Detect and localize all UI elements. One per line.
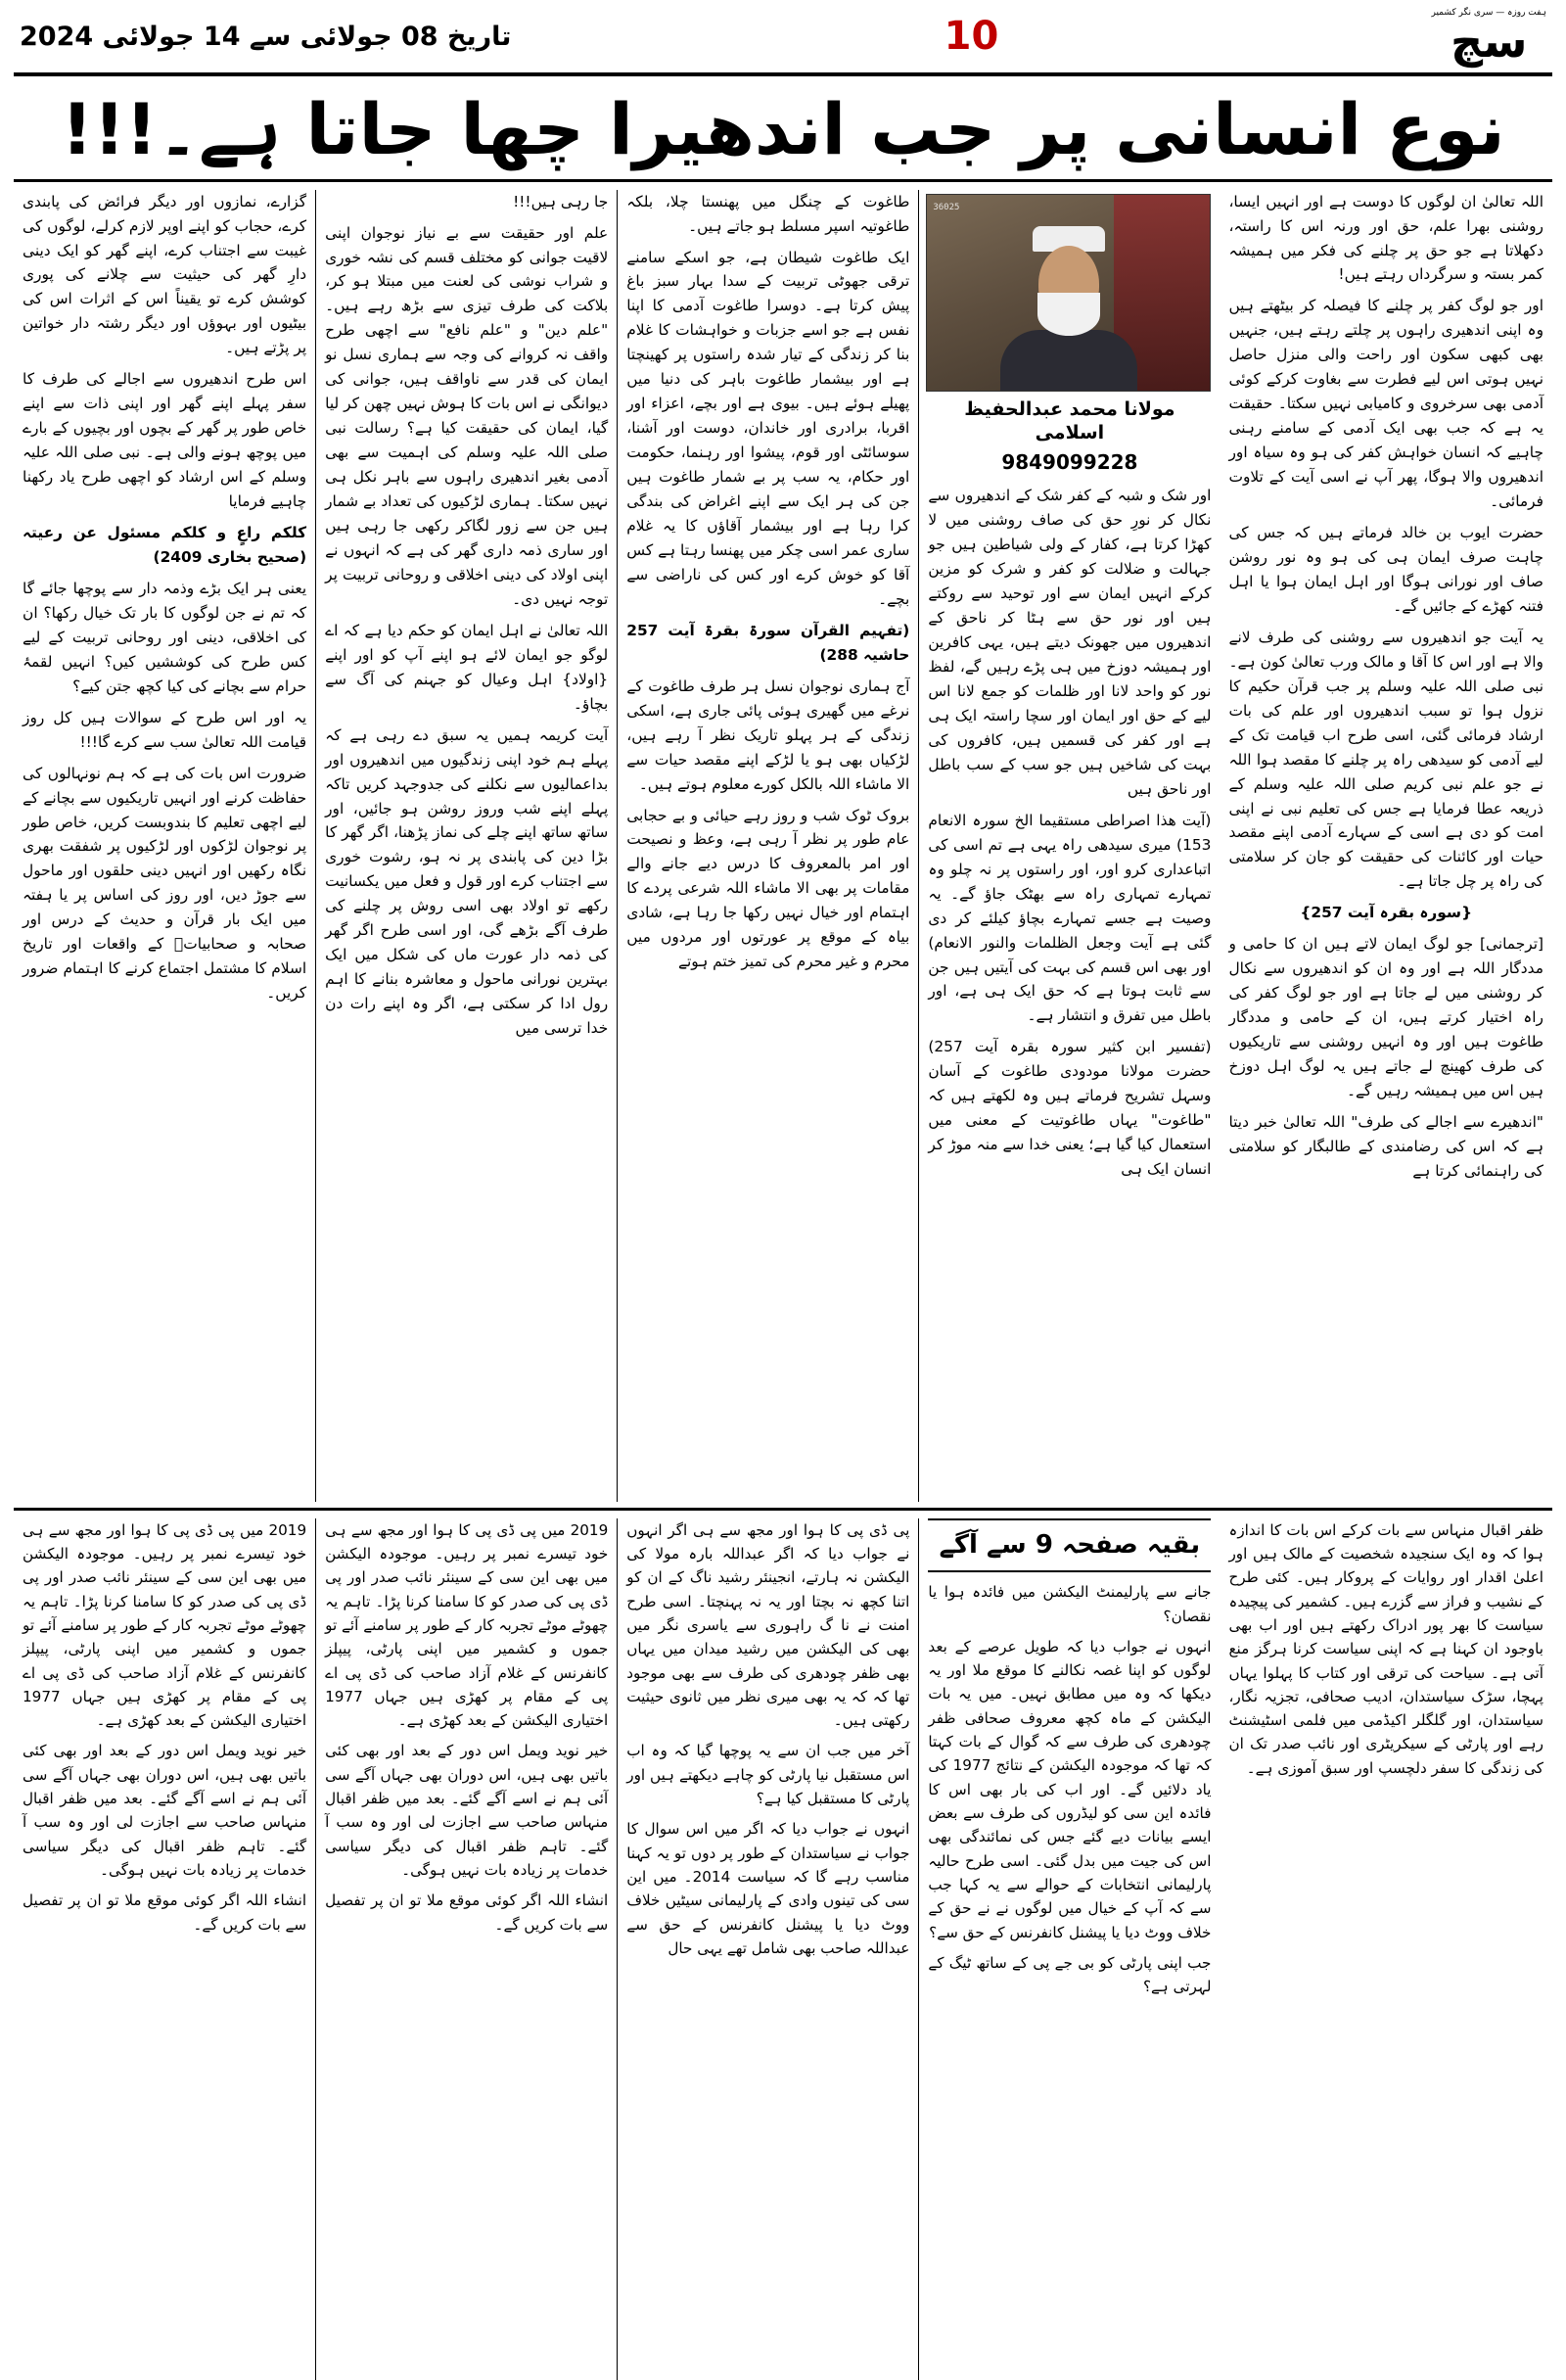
- quran-ref: {سورہ بقرہ آیت 257}: [1300, 904, 1473, 922]
- article-p: اللہ تعالیٰ ان لوگوں کا دوست ہے اور انہیں ایسا، روشنی بھرا علم، حق اور ورنہ اس کا راستہ، دکھلاتا ہے جو حق پر چلنے کی فکر میں ہمیشہ کمر بستہ و سرگرداں رہتے ہیں!: [1228, 192, 1543, 284]
- article-p: علم اور حقیقت سے بے نیاز نوجوان اپنی لاقیت جوانی کو مختلف قسم کی نشہ خوری و شراب نوشی کی لعنت میں مبتلا ہو کر، بلاکت کی طرف تیزی سے بڑھ رہے ہیں۔ "علم دین" و "علم نافع" سے اچھی طرح واقف نہ کروانے کی وجہ سے ہماری نسل نو ایمان کی قدر سے ناواقف ہیں، جوانی کی دیوانگی نے اس بات کا ہوش نہیں چھن کر لیا گیا، ایمان کی حقیقت کیا ہے؟ رسالت نبی صلی اللہ علیہ وسلم کی اہمیت سے بھی آدمی بغیر اندھیری راہوں سے باہر نکل ہی نہیں سکتا۔ ہماری لڑکیوں کی تعداد بے شمار ہیں جن سے زور لگاکر رکھی جا رہی ہیں اور ساری ذمہ داری گھر کی ہے کہ انہوں نے اپنی اولاد کی دینی اخلاقی و روحانی تربیت پر توجہ نہیں دی۔: [325, 223, 609, 608]
- article-column-3: [617, 190, 918, 1502]
- jump-column-1: [14, 1518, 315, 2380]
- jump-p: خیر نوید ویمل اس دور کے بعد اور بھی کئی باتیں بھی ہیں، اس دوران بھی جہاں آگے سی آئی ہم نے اسے آگے گئے۔ بعد میں ظفر اقبال منہاس صاحب سے اجازت لی اور وہ سب آ گئے۔ تاہم ظفر اقبال کی دیگر سیاسی خدمات پر زیادہ بات نہیں ہوگی۔: [325, 1742, 609, 1879]
- article-p: اللہ تعالیٰ نے اہل ایمان کو حکم دیا ہے کہ اے لوگو جو ایمان لائے ہو اپنے آپ کو اور اپنے {اولاد} اہل وعیال کو جہنم کی آگ سے بچاؤ۔: [325, 621, 609, 713]
- article-column-2: [315, 190, 617, 1502]
- article-p: یہ اور اس طرح کے سوالات ہیں کل روز قیامت اللہ تعالیٰ سب سے کرے گا!!!: [23, 708, 307, 751]
- photo-person-beard: [1037, 293, 1100, 336]
- page-title: نوع انسانی پر جب اندھیرا چھا جاتا ہے۔!!!: [14, 76, 1552, 182]
- page-number: 10: [944, 14, 999, 59]
- article-p: بروک ٹوک شب و روز رہے حیائی و بے حجابی عام طور پر نظر آ رہی ہے، وعظ و نصیحت اور امر بالمعروف کا درس دیے جانے والے مقامات پر بھی الا ماشاء اللہ شرعی پردے کا اہتمام اور خیال نہیں رکھا جا رہا ہے، شادی بیاہ کے موقع پر عورتوں اور مردوں میں محرم و غیر محرم کی تمیز ختم ہوتے: [626, 806, 910, 971]
- jump-column-2: [315, 1518, 617, 2380]
- jump-p: انشاء اللہ اگر کوئی موقع ملا تو ان پر تفصیل سے بات کریں گے۔: [23, 1891, 307, 1934]
- jump-p: آخر میں جب ان سے یہ پوچھا گیا کہ وہ اب اس مستقبل نیا پارٹی کو چاہے دیکھتے ہیں اور پارٹی کا مستقبل کیا ہے؟: [626, 1742, 910, 1808]
- article-p: آیت کریمہ ہمیں یہ سبق دے رہی ہے کہ پہلے ہم خود اپنی زندگیوں میں اندھیروں اور بداعمالیوں سے نکلنے کی جدوجہد کریں تاکہ پہلے اپنے شب وروز روشن ہو جائیں، اور ساتھ ساتھ اپنے چلے کی نماز پڑھنا، اگر گھر کا بڑا دین کی پابندی پر نہ ہو، رشوت خوری سے اجتناب کرے اور قول و فعل میں یکسانیت رکھے تو اولاد بھی اسی روش پر چلنے کی طرف آگے بڑھے گی، اور اسی طرح اگر گھر کی ذمہ دار عورت ماں کی شکل میں ایک بہترین نورانی ماحول و معاشرہ بنانے کا اہم رول ادا کر سکتی ہے، اگر وہ اپنے رات دن خدا ترسی میں: [325, 725, 609, 1038]
- article-p: جا رہی ہیں!!!: [513, 192, 609, 210]
- jump-p: ظفر اقبال منہاس سے بات کرکے اس بات کا اندازہ ہوا کہ وہ ایک سنجیدہ شخصیت کے مالک ہیں اور اعلیٰ اقدار اور روایات کے پروکار ہیں۔ کئی طرح کے نشیب و فراز سے گزرے ہیں۔ کشمیر کی پیچیدہ سیاست کا بھر پور ادراک رکھتے ہیں اور اب بھی باوجود ان کہنا ہے کہ اپنی سیاست کرنا ہرگز منع آتی ہے۔ سیاحت کی ترقی اور کتاب کا پہلوا یہاں پہچا، سڑک سیاستدان، ادیب صحافی، تجزیہ نگار، سیاستدان، اور گلگلر اکیڈمی میں فلمی اسٹیشنٹ رہے اور پارٹی کے سیکریٹری اور نائب صدر تک ان کی زندگی کا سفر دلچسپ اور سبق آموزی ہے۔: [1228, 1520, 1543, 1777]
- jump-column-5: [1220, 1518, 1552, 2380]
- article-p: اور جو لوگ کفر پر چلنے کا فیصلہ کر بیٹھتے ہیں وہ اپنی اندھیری راہوں پر چلتے رہتے ہیں، جنہیں بھی کبھی سکون اور راحت والی منزل حاصل نہیں ہوتی اس لیے فطرت سے بغاوت کرکے کوئی آدمی بھی سرخروی و کامیابی نہیں سکتا۔ حقیقت یہ ہے کہ جب بھی ایک آدمی کے سامنے رہنی چاہیے کہ انسان خواہش کفر کی ہو وہ سیاہ اور اندھیروں والا ہوگا، پھر آپ نے اسی آیت کے تلاوت فرمائی۔: [1228, 297, 1543, 511]
- jump-p: 2019 میں پی ڈی پی کا ہوا اور مجھ سے ہی خود تیسرے نمبر پر رہیں۔ موجودہ الیکشن میں بھی این سی کے سینئر نائب صدر اور پی ڈی پی کی صدر کو کا سامنا کرنا پڑا۔ تاہم یہ چھوٹے موٹے تجربہ کار کے طور پر سامنے آئے تو جموں و کشمیر میں اپنی پارٹی، پیپلز کانفرنس کے غلام آزاد صاحب کی ڈی پی اے پی کے مقام پر کھڑی ہیں جہاں 1977 اختیاری الیکشن کے بعد کھڑی ہے۔: [325, 1520, 609, 1730]
- jump-p: جب اپنی پارٹی کو بی جے پی کے ساتھ ٹیگ کے لہرتی ہے؟: [928, 1953, 1212, 1996]
- jump-p: انشاء اللہ اگر کوئی موقع ملا تو ان پر تفصیل سے بات کریں گے۔: [325, 1891, 609, 1934]
- article-p: (تفسیر ابن کثیر سورہ بقرہ آیت 257) حضرت مولانا مودودی طاغوت کے آسان وسہل تشریح فرماتے ہیں وہ لکھتے ہیں کہ "طاغوت" یہاں طاغوتیت کے معنی میں استعمال کیا گیا ہے؛ یعنی خدا سے منہ موڑ کر انسان ایک ہی: [928, 1038, 1212, 1179]
- article-p: یہ آیت جو اندھیروں سے روشنی کی طرف لانے والا ہے اور اس کا آقا و مالک ورب تعالیٰ کون ہے۔ نبی صلی اللہ علیہ وسلم پر جب قرآن حکیم کا نزول ہوا تو سبب اندھیروں اور علم کی بات ارشاد فرمائی گئی، اسی طرح اب قیامت تک کے لیے آدمی کو سیدھی راہ پر چلنے کا مقصد ہوا اللہ نے جو علم نبی کریم صلی اللہ علیہ وسلم کے ذریعہ عطا فرمایا ہے جس کی تعلیم نبی نے اپنی امت کو دی ہے اسی کے سہارے آدمی اپنے مقصد حیات اور کائنات کی حقیقت کو جان کر سلامتی کی راہ پر چل جاتا ہے۔: [1228, 628, 1543, 891]
- article-body: [14, 190, 1552, 1502]
- author-name: مولانا محمد عبدالحفیظ اسلامی: [964, 397, 1175, 444]
- photo-watermark: 36025: [933, 202, 960, 212]
- publication-logo: [1431, 8, 1546, 68]
- jump-heading: بقیہ صفحہ 9 سے آگے: [928, 1518, 1211, 1573]
- jump-section: [14, 1518, 1552, 2380]
- jump-p: انہوں نے جواب دیا کہ طویل عرصے کے بعد لوگوں کو اپنا غصہ نکالنے کا موقع ملا اور یہ دیکھا کہ وہ میں مطابق نہیں۔ میں یہ بات الیکشن کے ماہ کچھ معروف صحافی ظفر چودھری کی طرف سے کہ گوال کے بات کہتا کہ تھا کہ موجودہ الیکشن کے نتائج 1977 کی یاد دلائیں گے۔ اور اب کی بار بھی اس کا فائدہ این سی کو لیڈروں کی طرف سے بعض ایسے بیانات دیے گئے جس کی نمائندگی بھی اس کی جیت میں بدل گئی۔ اسی طرح حالیہ پارلیمانی انتخابات کے حوالے سے یہ کہا جب سے کہ آپ کے خیال میں لوگوں نے نے حق کے خلاف ووٹ دیا یا پیشنل کانفرنس کے حق سے؟: [928, 1637, 1212, 1941]
- logo-text: سچ: [1451, 14, 1528, 68]
- jump-p: پی ڈی پی کا ہوا اور مجھ سے ہی اگر انہوں نے جواب دیا کہ اگر عبداللہ بارہ مولا کی الیکشن نہ ہارتے، انجینئر رشید ناگ کے ان کو اتنا کچھ نہ بچتا اور یہ نہ پہنچتا۔ اسی طرح امنت نے نا گ راہوری سے یاسری نگر میں بھی کی الیکشن میں رشید میدان میں یہاں بھی ظفر چودھری کی طرف سے بھی موجود تھا کہ کہ یہ بھی میری نظر میں ثانوی حیثیت رکھتی ہیں۔: [626, 1520, 910, 1730]
- article-p: اس طرح اندھیروں سے اجالے کی طرف کا سفر پہلے اپنے گھر اور اپنی ذات سے اپنے خاص طور پر گھر کے بچوں اور بچیوں کے بارے میں پوچھ ہونے والی ہے۔ نبی صلی اللہ علیہ وسلم کے اس ارشاد کو اچھی طرح یاد رکھنا چاہیے فرمایا: [23, 370, 307, 511]
- jump-p: 2019 میں پی ڈی پی کا ہوا اور مجھ سے ہی خود تیسرے نمبر پر رہیں۔ موجودہ الیکشن میں بھی این سی کے سینئر نائب صدر اور پی ڈی پی کی صدر کو کا سامنا کرنا پڑا۔ تاہم یہ چھوٹے موٹے تجربہ کار کے طور پر سامنے آئے تو جموں و کشمیر میں اپنی پارٹی، پیپلز کانفرنس کے غلام آزاد صاحب کی ڈی پی اے پی کے مقام پر کھڑی ہیں جہاں 1977 اختیاری الیکشن کے بعد کھڑی ہے۔: [23, 1520, 307, 1730]
- jump-column-4: [918, 1518, 1220, 2380]
- jump-column-3: [617, 1518, 918, 2380]
- jump-p: خیر نوید ویمل اس دور کے بعد اور بھی کئی باتیں بھی ہیں، اس دوران بھی جہاں آگے سی آئی ہم نے اسے آگے گئے۔ بعد میں ظفر اقبال منہاس صاحب سے اجازت لی اور وہ سب آ گئے۔ تاہم ظفر اقبال کی دیگر سیاسی خدمات پر زیادہ بات نہیں ہوگی۔: [23, 1742, 307, 1879]
- issue-date: تاریخ 08 جولائی سے 14 جولائی 2024: [20, 21, 512, 52]
- source-ref: (تفہیم القرآن سورۃ بقرۃ آیت 257 حاشیہ 288): [626, 621, 910, 664]
- article-p: اور شک و شبہ کے کفر شک کے اندھیروں سے نکال کر نورِ حق کی صاف روشنی میں لا کھڑا کرتا ہے، کفار کے ولی شیاطین ہیں جو جہالت و ضلالت کو کفر و شرک کو مزین کرکے انہیں ایمان سے اور توحید سے روکتے ہیں اور نور حق سے ہٹا کر ناحق کے اندھیروں میں جھونک دیتے ہیں، یہی کافرین اور ہمیشہ دوزخ میں ہی پڑے رہیں گے، لفظ نور کو واحد لانا اور ظلمات کو جمع لانا اس لیے کے حق اور ایمان اور سچا راستہ ایک ہی ہے اور کفر کی قسمیں ہیں، کافروں کی بہت کی شاخیں ہیں جو سب کے سب باطل اور ناحق ہیں: [928, 487, 1212, 798]
- jump-p: جانے سے پارلیمنٹ الیکشن میں فائدہ ہوا یا نقصان؟: [928, 1583, 1212, 1625]
- author-phone: 9849099228: [1001, 450, 1138, 474]
- article-p: ضرورت اس بات کی ہے کہ ہم نونہالوں کی حفاظت کرنے اور انہیں تاریکیوں سے بچانے کے لیے اچھی تعلیم کا بندوبست کریں، خاص طور پر نوجوان لڑکوں اور لڑکیوں پر شفقت بھری نگاہ رکھیں اور انہیں دینی حلقوں اور ماحول سے جوڑ دیں، اور روز کی اساس پر یا ہفتہ میں ایک بار قرآن و حدیث کے درس اور صحابہ و صحابیاتؓ کے واقعات اور تاریخ اسلام کا مشتمل اجتماع کرنے کا اہتمام ضرور کریں۔: [23, 764, 307, 1003]
- article-p: یعنی ہر ایک بڑے وذمہ دار سے پوچھا جائے گا کہ تم نے جن لوگوں کا بار تک خیال رکھا؟ ان کی اخلاقی، دینی اور روحانی تربیت کے لیے کس طرح کی کوششیں کیں؟ انہیں لقمۂ حرام سے بچانے کی کیا کچھ جتن کیے؟: [23, 579, 307, 695]
- article-column-4: [918, 190, 1220, 1502]
- article-p: ایک طاغوت شیطان ہے، جو اسکے سامنے ترقی جھوٹی تربیت کے سدا بہار سبز باغ پیش کرتا ہے۔ دوسرا طاغوت آدمی کا اپنا نفس ہے جو اسے جزبات و خواہشات کا غلام بنا کر زندگی کے تیار شدہ راستوں پر کھینچتا ہے اور بیشمار طاغوت باہر کی دنیا میں پھیلے ہوئے ہیں۔ بیوی ہے اور بچے، اعزاء اور اقربا، برادری اور خاندان، دوست اور آشنا، سوسائٹی اور قوم، پیشوا اور رہنما، حکومت اور حکام، یہ سب پر بے شمار طاغوت ہیں جن کی ہر ایک سے اپنے اغراض کی بندگی کرا رہا ہے اور بیشمار آقاؤں کا یہ غلام ساری عمر اسی چکر میں پھنسا رہتا ہے کس آقا کو خوش کرے اور کس کی ناراضی سے بچے۔: [626, 248, 910, 608]
- article-p: [ترجمانی] جو لوگ ایمان لاتے ہیں ان کا حامی و مددگار اللہ ہے اور وہ ان کو اندھیروں سے نکال کر روشنی میں لے جاتا ہے اور جو لوگ کفر کی راہ اختیار کرتے ہیں، ان کے حامی و مددگار طاغوت ہیں اور وہ انہیں روشنی سے تاریکیوں کی طرف کھینچ لے جاتے ہیں یہ لوگ اہل دوزخ ہیں اس میں ہمیشہ رہیں گے۔: [1228, 935, 1543, 1099]
- article-p: گزارے، نمازوں اور دیگر فرائض کی پابندی کرے، حجاب کو اپنے اوپر لازم کرلے، لوگوں کی غیبت سے اجتناب کرے، اپنے گھر کو ایک دینی دارِ گھر کی حیثیت سے چلانے کی پوری کوشش کرے تو یقیناً اس کے اثرات اس کی بیٹیوں اور بہوؤں اور دیگر رشتہ دار خواتین پر پڑتے ہیں۔: [23, 192, 307, 357]
- article-p: "اندھیرے سے اجالے کی طرف" اللہ تعالیٰ خبر دیتا ہے کہ اس کی رضامندی کے طالبگار کو سلامتی کی راہنمائی کرتا ہے: [1228, 1112, 1543, 1180]
- jump-p: انہوں نے جواب دیا کہ اگر میں اس سوال کا جواب نے سیاستدان کے طور پر دوں تو یہ کہنا مناسب رہے گا کہ سیاست 2014۔ میں این سی کی تینوں وادی کے پارلیمانی سیٹیں خلاف ووٹ دیا یا پیشنل کانفرنس کے حق سے عبداللہ صاحب بھی شامل تھے یہی حال: [626, 1820, 910, 1957]
- article-column-1: [14, 190, 315, 1502]
- article-column-5: [1220, 190, 1552, 1502]
- author-photo: [926, 194, 1211, 392]
- masthead: [14, 0, 1552, 76]
- photo-person-body: [1000, 330, 1137, 391]
- article-p: آج ہماری نوجوان نسل ہر طرف طاغوت کے نرغے میں گھیری ہوئی پائی جاری ہے، اسکی زندگی کے ہر پہلو تاریک نظر آ رہے ہیں، لڑکیاں بھی ہو یا لڑکے اپنے مقصد حیات سے الا ماشاء اللہ بالکل کورے معلوم ہوتے ہیں۔: [626, 677, 910, 793]
- hadith-ref: کلکم راعٍ و کلکم مسئول عن رعیتہ (صحیح بخاری 2409): [23, 524, 307, 566]
- logo-subtitle: ہفت روزہ — سری نگر کشمیر: [1431, 8, 1546, 19]
- section-divider: [14, 1508, 1552, 1511]
- article-p: طاغوت کے چنگل میں پھنستا چلا، بلکہ طاغوتیہ اسپر مسلط ہو جاتے ہیں۔: [626, 192, 910, 235]
- article-p: حضرت ایوب بن خالد فرماتے ہیں کہ جس کی چاہت صرف ایمان ہی کی ہو وہ نور روشن صاف اور نورانی ہوگا اور اہل ایمان ہوا یا اہل فتنہ کھڑے کے جائیں گے۔: [1228, 524, 1543, 615]
- article-p: (آیت ھذا اصراطی مستقیما الخ سورہ الانعام 153) میری سیدھی راہ یہی ہے تم اسی کی اتباعداری کرو اور، اور راستوں پر نہ چلو وہ تمہارے تمہاری راہ سے بھٹک جاؤ گے۔ یہ وصیت ہے جسے تمہارے بچاؤ کیلئے کر دی گئی ہے آیت وجعل الظلمات والنور الانعام) اور بھی اس قسم کی بہت کی آیتیں ہیں جن سے ثابت ہوتا ہے کہ حق ایک ہی ہے، اور باطل میں تفرق و انتشار ہے۔: [928, 811, 1212, 1025]
